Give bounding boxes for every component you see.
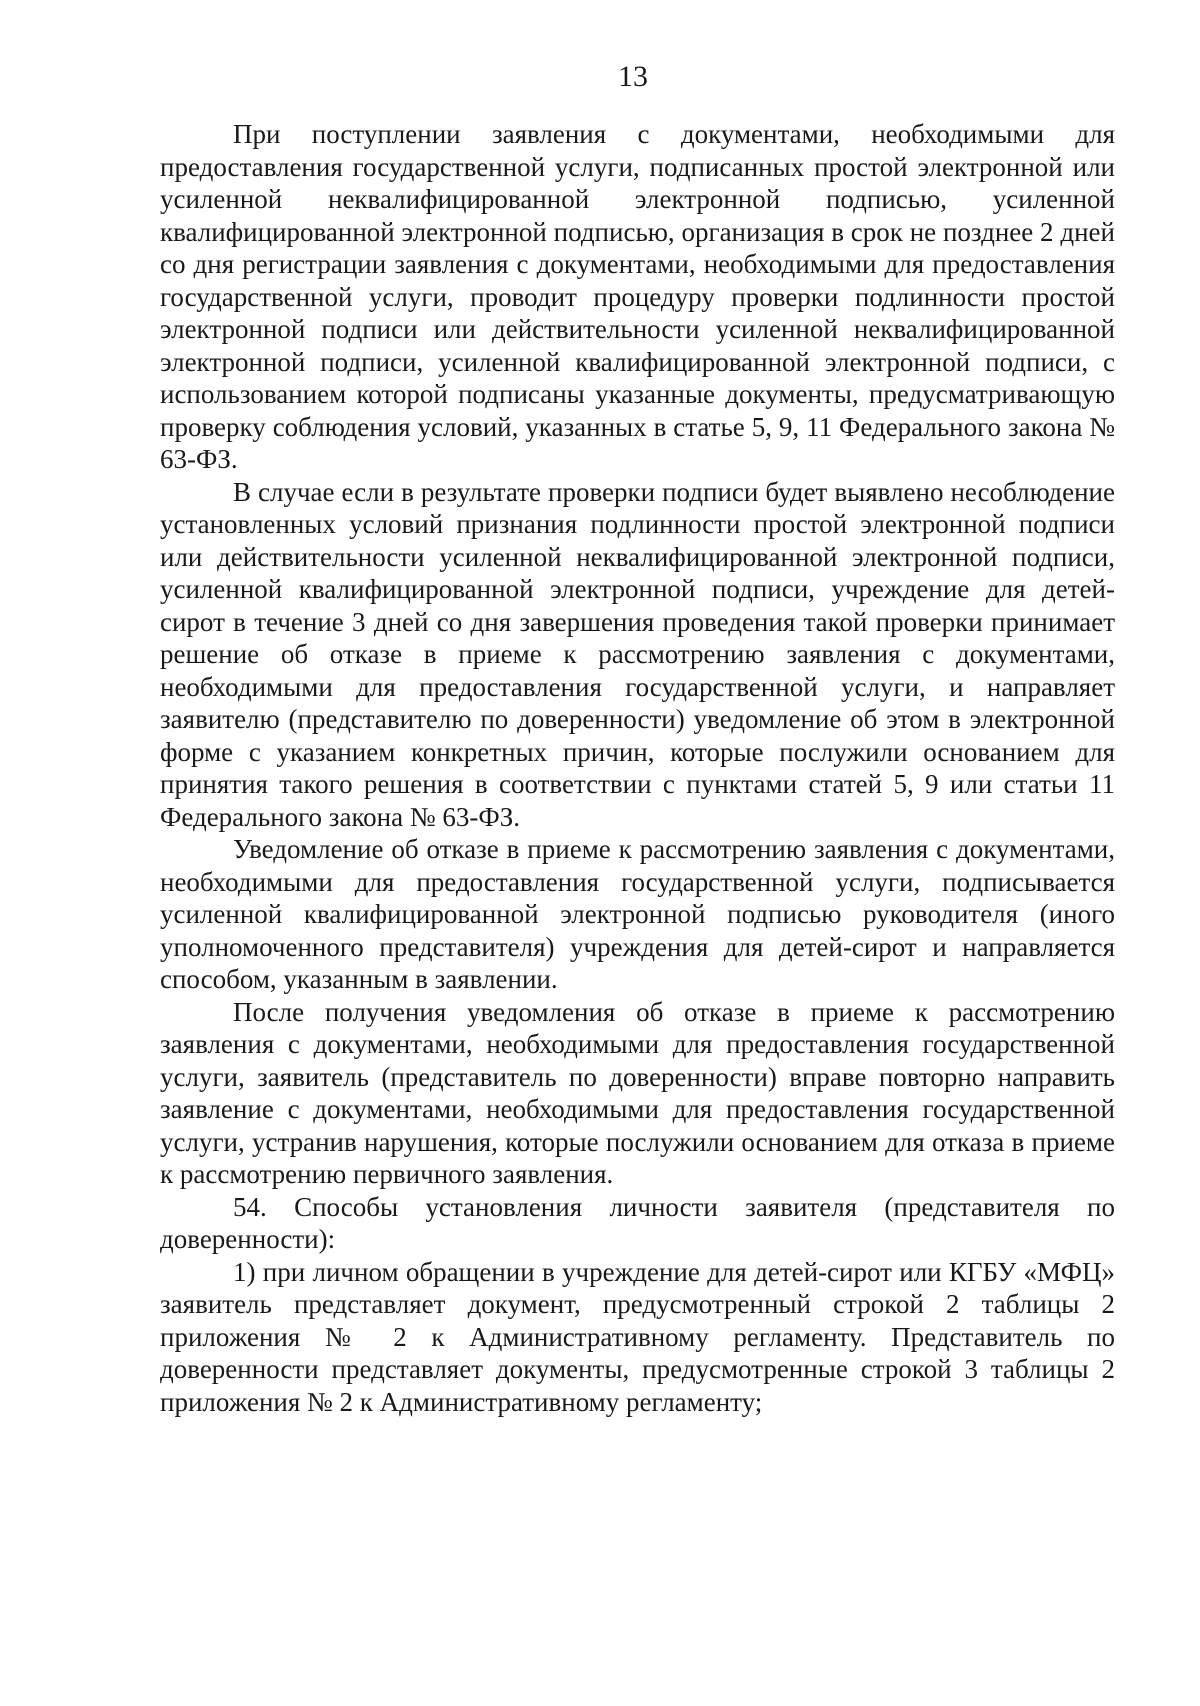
- paragraph-item-54-1: 1) при личном обращении в учреждение для детей-сирот или КГБУ «МФЦ» заявитель представляет документ, предусмотренный строкой 2 таблицы 2 приложения № 2 к Административному регламенту. Представитель по доверенности представляет документы, предусмотренные строкой 3 таблицы 2 приложения № 2 к Административному регламенту;: [160, 1256, 1115, 1417]
- paragraph-verification-failure: В случае если в результате проверки подписи будет выявлено несоблюдение установленных условий признания подлинности простой электронной подписи или действительности усиленной неквалифицированной электронной подписи, усиленной квалифицированной электронной подписи, учреждение для детей-сирот в течение 3 дней со дня завершения проведения такой проверки принимает решение об отказе в приеме к рассмотрению заявления с документами, необходимыми для предоставления государственной услуги, и направляет заявителю (представителю по доверенности) уведомление об этом в электронной форме с указанием конкретных причин, которые послужили основанием для принятия такого решения в соответствии с пунктами статей 5, 9 или статьи 11 Федерального закона № 63-ФЗ.: [160, 476, 1115, 832]
- paragraph-item-54: 54. Способы установления личности заявителя (представителя по доверенности):: [160, 1191, 1115, 1254]
- document-body: [160, 118, 1115, 1418]
- paragraph-signature-verification: При поступлении заявления с документами, необходимыми для предоставления государственной услуги, подписанных простой электронной или усиленной неквалифицированной электронной подписью, усиленной квалифицированной электронной подписью, организация в срок не позднее 2 дней со дня регистрации заявления с документами, необходимыми для предоставления государственной услуги, проводит процедуру проверки подлинности простой электронной подписи или действительности усиленной неквалифицированной электронной подписи, усиленной квалифицированной электронной подписи, с использованием которой подписаны указанные документы, предусматривающую проверку соблюдения условий, указанных в статье 5, 9, 11 Федерального закона № 63-ФЗ.: [160, 119, 1115, 474]
- page-number: 13: [618, 60, 648, 93]
- paragraph-refusal-notice-signing: Уведомление об отказе в приеме к рассмотрению заявления с документами, необходимыми для предоставления государственной услуги, подписывается усиленной квалифицированной электронной подписью руководителя (иного уполномоченного представителя) учреждения для детей-сирот и направляется способом, указанным в заявлении.: [160, 834, 1115, 994]
- paragraph-resubmission: После получения уведомления об отказе в приеме к рассмотрению заявления с документами, необходимыми для предоставления государственной услуги, заявитель (представитель по доверенности) вправе повторно направить заявление с документами, необходимыми для предоставления государственной услуги, устранив нарушения, которые послужили основанием для отказа в приеме к рассмотрению первичного заявления.: [160, 996, 1115, 1189]
